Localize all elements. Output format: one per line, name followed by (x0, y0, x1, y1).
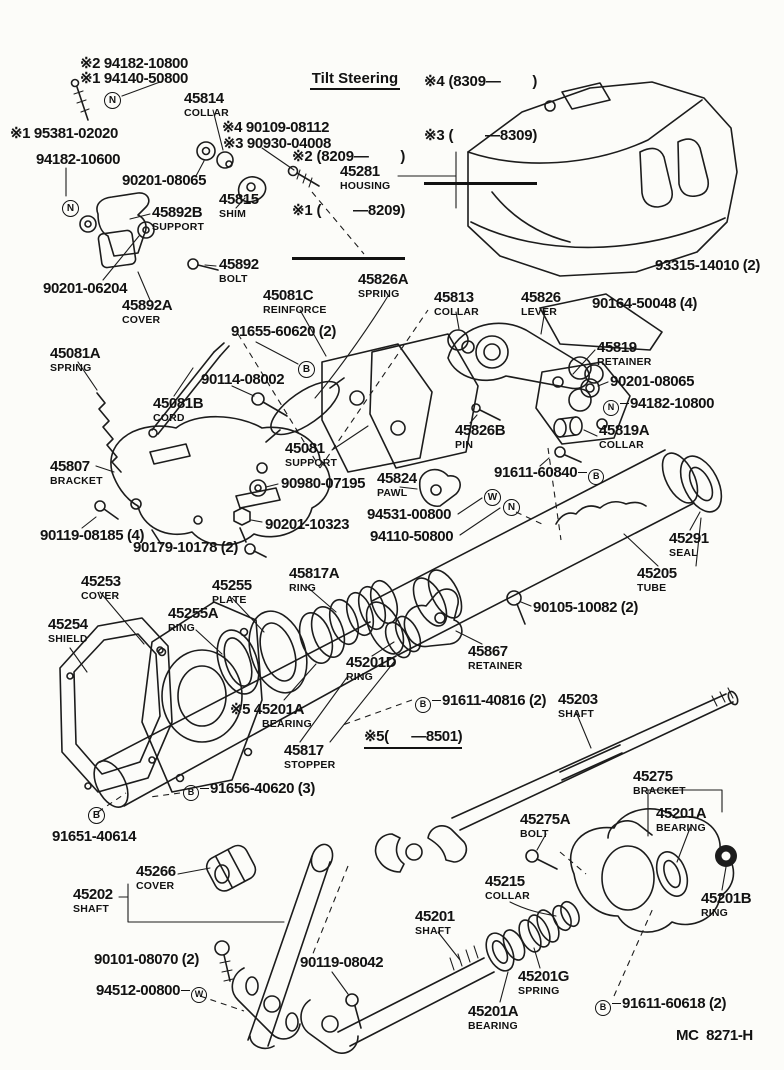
note-star5-range-text: ※5( —8501) (364, 728, 462, 749)
nut-symbol-left: N (62, 200, 79, 217)
part-45201G-number (518, 969, 569, 986)
part-45081B (153, 396, 203, 424)
part-45275 (633, 769, 686, 797)
part-90179-10178-number (133, 540, 238, 557)
part-45275A-description: BOLT (520, 827, 549, 840)
part-90201-08065-right-number (610, 374, 694, 391)
part-90179-10178-text: 90179-10178 (2) (133, 539, 238, 556)
part-45275-description: BRACKET (633, 784, 686, 797)
part-45813-text: 45813 (434, 289, 474, 306)
nut-symbol-top: N (104, 92, 121, 109)
part-45203-description: SHAFT (558, 707, 594, 720)
part-90105-10082 (533, 600, 638, 617)
part-94110-50800-number (370, 529, 453, 546)
part-45813-description: COLLAR (434, 305, 479, 318)
part-45892A-text: 45892A (122, 297, 173, 314)
part-45807-number (50, 459, 103, 476)
part-45203-number (558, 692, 598, 709)
part-90105-10082-text: 90105-10082 (2) (533, 599, 638, 616)
part-90930-04008-text: ※3 90930-04008 (223, 135, 331, 152)
part-90930-04008-number (223, 136, 331, 153)
part-94531-00800-text: 94531-00800 (367, 506, 452, 523)
leader-dash (181, 990, 190, 991)
part-90201-06204-number (43, 281, 127, 298)
part-45201A-upper (656, 806, 706, 834)
drawing-code-number (676, 1028, 753, 1045)
part-90114-08002 (201, 372, 284, 389)
part-45201D (346, 655, 396, 683)
part-45275A (520, 812, 570, 840)
part-45281-text: 45281 (340, 163, 380, 180)
part-45817A-text: 45817A (289, 565, 340, 582)
part-91611-60840 (494, 465, 604, 485)
part-94531-00800-number (367, 507, 451, 524)
part-45266-text: 45266 (136, 863, 176, 880)
part-90164-50048 (592, 296, 697, 313)
part-45201A-lower-text: 45201A (468, 1003, 519, 1020)
part-45826B-number (455, 423, 505, 440)
part-45266 (136, 864, 176, 892)
part-45826-text: 45826 (521, 289, 561, 306)
part-45892B-description: SUPPORT (152, 220, 205, 233)
part-45201A-star5-number (230, 702, 312, 719)
part-45201A-lower (468, 1004, 518, 1032)
part-45826A (358, 272, 408, 300)
part-45892B-text: 45892B (152, 204, 203, 221)
part-90201-10323 (265, 517, 349, 534)
part-45081C (263, 288, 327, 316)
washer-symbol-94531: W (484, 489, 501, 506)
part-45215-number (485, 874, 530, 891)
part-90980-07195-number (281, 476, 365, 493)
part-90164-50048-text: 90164-50048 (4) (592, 295, 697, 312)
part-94512-00800-text: 94512-00800 (96, 982, 181, 999)
part-45892A-description: COVER (122, 313, 161, 326)
part-91611-40816 (415, 693, 546, 713)
part-45819-number (597, 340, 652, 357)
part-45817-number (284, 743, 335, 760)
part-45254 (48, 617, 88, 645)
part-45826B-text: 45826B (455, 422, 506, 439)
part-91611-60618-text: 91611-60618 (2) (622, 995, 727, 1012)
production-range-note (424, 36, 537, 185)
part-94182-10600 (36, 152, 120, 169)
part-45201-number (415, 909, 455, 926)
part-45081B-number (153, 396, 203, 413)
part-90119-08185-number (40, 528, 144, 545)
part-45201A-lower-description: BEARING (468, 1019, 518, 1032)
part-91651-40614-number (52, 829, 136, 846)
part-45813-number (434, 290, 479, 307)
part-90109-08112-text: ※4 90109-08112 (222, 119, 330, 136)
part-45892 (219, 257, 259, 285)
part-45266-number (136, 864, 176, 881)
part-45215-text: 45215 (485, 873, 525, 890)
part-93315-14010-text: 93315-14010 (2) (655, 257, 760, 274)
part-94140-50800 (80, 71, 188, 88)
part-45892B (152, 205, 204, 233)
part-45814 (184, 91, 229, 119)
part-45254-description: SHIELD (48, 632, 88, 645)
note-star5-range (364, 729, 462, 746)
part-90201-08065-top (122, 173, 206, 190)
part-90119-08185 (40, 528, 144, 545)
part-91611-40816-text: 91611-40816 (2) (442, 692, 547, 709)
part-90201-10323-text: 90201-10323 (265, 516, 350, 533)
part-90101-08070 (94, 952, 199, 969)
part-45201G-text: 45201G (518, 968, 569, 985)
part-90101-08070-number (94, 952, 199, 969)
part-45291-description: SEAL (669, 546, 698, 559)
tilt-range-line-2: ※1 ( —8209) (292, 202, 406, 219)
part-90201-06204 (43, 281, 127, 298)
part-45817-text: 45817 (284, 742, 324, 759)
part-45819 (597, 340, 652, 368)
part-90201-10323-number (265, 517, 349, 534)
part-45202 (73, 887, 113, 915)
part-45814-number (184, 91, 229, 108)
part-45202-number (73, 887, 113, 904)
part-91656-40620-text: 91656-40620 (3) (210, 780, 315, 797)
part-90164-50048-number (592, 296, 697, 313)
part-45815-description: SHIM (219, 207, 247, 220)
part-45807-description: BRACKET (50, 474, 103, 487)
part-91655-60620-text: 91655-60620 (2) (231, 323, 336, 340)
part-45824-description: PAWL (377, 486, 408, 499)
part-90114-08002-number (201, 372, 284, 389)
nut-symbol-94110: N (503, 499, 520, 516)
part-45281-description: HOUSING (340, 179, 391, 192)
part-45205-text: 45205 (637, 565, 677, 582)
part-45275-text: 45275 (633, 768, 673, 785)
part-45081A (50, 346, 100, 374)
part-45817A-number (289, 566, 339, 583)
part-45824 (377, 471, 417, 499)
part-45826A-text: 45826A (358, 271, 409, 288)
part-90201-08065-right-text: 90201-08065 (610, 373, 695, 390)
part-94512-00800 (96, 983, 207, 1003)
part-94182-10600-text: 94182-10600 (36, 151, 121, 168)
part-45253 (81, 574, 121, 602)
part-45819A-number (599, 423, 649, 440)
part-45201A-star5-description: BEARING (262, 717, 312, 730)
part-90179-10178 (133, 540, 238, 557)
part-45081B-description: CORD (153, 411, 185, 424)
part-90930-04008 (223, 136, 331, 153)
range-line-2: ※3 ( —8309) (424, 127, 538, 144)
part-45201-description: SHAFT (415, 924, 451, 937)
part-45201A-upper-number (656, 806, 706, 823)
part-94182-10800-top-text: ※2 94182-10800 (80, 55, 188, 72)
b-circle-symbol: B (415, 697, 431, 713)
part-45081 (285, 441, 337, 469)
part-90201-06204-text: 90201-06204 (43, 280, 128, 297)
part-45201 (415, 909, 455, 937)
part-90101-08070-text: 90101-08070 (2) (94, 951, 199, 968)
leader-dash (578, 472, 587, 473)
part-45867-text: 45867 (468, 643, 508, 660)
part-45255-number (212, 578, 252, 595)
part-45254-text: 45254 (48, 616, 88, 633)
part-90201-08065-right (610, 374, 694, 391)
part-91651-40614-text: 91651-40614 (52, 828, 137, 845)
part-90119-08042-text: 90119-08042 (300, 954, 384, 971)
part-45205-number (637, 566, 677, 583)
part-45826-description: LEVER (521, 305, 558, 318)
part-90201-08065-top-number (122, 173, 206, 190)
part-45201D-text: 45201D (346, 654, 397, 671)
part-45203-text: 45203 (558, 691, 598, 708)
part-45807-text: 45807 (50, 458, 90, 475)
leader-dash (612, 1003, 621, 1004)
part-45253-text: 45253 (81, 573, 121, 590)
part-45081A-text: 45081A (50, 345, 101, 362)
part-45867-description: RETAINER (468, 659, 523, 672)
part-45205 (637, 566, 677, 594)
part-45201B-description: RING (701, 906, 729, 919)
part-45253-number (81, 574, 121, 591)
part-90980-07195 (281, 476, 365, 493)
note-star5-range-number (364, 729, 462, 746)
bolt-symbol-91651: B (88, 807, 105, 824)
part-45819A (599, 423, 649, 451)
part-45817A (289, 566, 339, 594)
part-45826-number (521, 290, 561, 307)
part-94182-10800-right-text: 94182-10800 (630, 395, 715, 412)
part-94182-10600-number (36, 152, 120, 169)
part-91611-60618 (595, 996, 726, 1016)
b-circle-symbol: B (588, 469, 604, 485)
part-45081B-text: 45081B (153, 395, 204, 412)
n-circle-symbol: N (603, 400, 619, 416)
part-45275A-number (520, 812, 570, 829)
part-45201A-lower-number (468, 1004, 518, 1021)
part-45081-number (285, 441, 337, 458)
part-90201-08065-top-text: 90201-08065 (122, 172, 207, 189)
part-45201A-upper-text: 45201A (656, 805, 707, 822)
part-45826A-description: SPRING (358, 287, 400, 300)
leader-dash (620, 403, 629, 404)
part-45815-number (219, 192, 259, 209)
part-45291 (669, 531, 709, 559)
part-45819-description: RETAINER (597, 355, 652, 368)
part-94182-10800-right-number (603, 396, 714, 416)
part-45253-description: COVER (81, 589, 120, 602)
part-45205-description: TUBE (637, 581, 667, 594)
part-45824-text: 45824 (377, 470, 417, 487)
part-45255-description: PLATE (212, 593, 247, 606)
part-45892B-number (152, 205, 204, 222)
part-45892A-number (122, 298, 172, 315)
part-94110-50800 (370, 529, 453, 546)
part-91611-40816-number (415, 693, 546, 713)
part-45815-text: 45815 (219, 191, 259, 208)
part-93315-14010 (655, 258, 760, 275)
part-45255 (212, 578, 252, 606)
b-circle-symbol: B (183, 785, 199, 801)
part-45817 (284, 743, 335, 771)
part-45081C-number (263, 288, 327, 305)
bolt-symbol-91655: B (298, 361, 315, 378)
part-45275-number (633, 769, 686, 786)
part-45081C-description: REINFORCE (263, 303, 327, 316)
leader-dash (200, 788, 209, 789)
part-45819A-text: 45819A (599, 422, 650, 439)
part-91656-40620 (183, 781, 315, 801)
part-45081A-number (50, 346, 100, 363)
part-45817-description: STOPPER (284, 758, 336, 771)
part-45817A-description: RING (289, 581, 317, 594)
part-45826B (455, 423, 505, 451)
part-45807 (50, 459, 103, 487)
part-45826B-description: PIN (455, 438, 474, 451)
part-45826 (521, 290, 561, 318)
part-45291-text: 45291 (669, 530, 709, 547)
w-circle-symbol: W (191, 987, 207, 1003)
part-45081A-description: SPRING (50, 361, 92, 374)
part-45201B (701, 891, 751, 919)
part-91655-60620 (231, 324, 336, 341)
part-45255-text: 45255 (212, 577, 252, 594)
part-94182-10800-right (603, 396, 714, 416)
part-45201D-number (346, 655, 396, 672)
part-94140-50800-number (80, 71, 188, 88)
part-45255A-text: 45255A (168, 605, 219, 622)
part-45819-text: 45819 (597, 339, 637, 356)
part-45892-description: BOLT (219, 272, 248, 285)
part-45892A (122, 298, 172, 326)
part-45867 (468, 644, 523, 672)
part-90119-08042-number (300, 955, 383, 972)
part-94110-50800-text: 94110-50800 (370, 528, 454, 545)
part-45201G (518, 969, 569, 997)
part-45255A-number (168, 606, 218, 623)
part-91611-60618-number (595, 996, 726, 1016)
part-95381-02020 (10, 126, 118, 143)
part-45201B-number (701, 891, 751, 908)
part-45867-number (468, 644, 523, 661)
part-45824-number (377, 471, 417, 488)
part-91655-60620-number (231, 324, 336, 341)
part-45201A-star5 (230, 702, 312, 730)
part-45814-description: COLLAR (184, 106, 229, 119)
part-45201-text: 45201 (415, 908, 455, 925)
part-90119-08042 (300, 955, 383, 972)
b-circle-symbol: B (595, 1000, 611, 1016)
part-45254-number (48, 617, 88, 634)
part-45281 (340, 164, 390, 192)
part-90105-10082-number (533, 600, 638, 617)
part-45201A-upper-description: BEARING (656, 821, 706, 834)
part-45215-description: COLLAR (485, 889, 530, 902)
part-45826A-number (358, 272, 408, 289)
part-94140-50800-text: ※1 94140-50800 (80, 70, 188, 87)
part-45275A-text: 45275A (520, 811, 571, 828)
part-45202-text: 45202 (73, 886, 113, 903)
part-45892-text: 45892 (219, 256, 259, 273)
part-45814-text: 45814 (184, 90, 224, 107)
part-45081C-text: 45081C (263, 287, 314, 304)
part-45203 (558, 692, 598, 720)
range-line-1: ※4 (8309— ) (424, 73, 538, 90)
part-45815 (219, 192, 259, 220)
part-90114-08002-text: 90114-08002 (201, 371, 285, 388)
part-91611-60840-number (494, 465, 604, 485)
part-45255A (168, 606, 218, 634)
part-94512-00800-number (96, 983, 207, 1003)
part-45201G-description: SPRING (518, 984, 560, 997)
part-45819A-description: COLLAR (599, 438, 644, 451)
part-94531-00800 (367, 507, 451, 524)
part-91651-40614 (52, 829, 136, 846)
part-45201B-text: 45201B (701, 890, 752, 907)
part-91611-60840-text: 91611-60840 (494, 464, 578, 481)
part-45281-number (340, 164, 390, 181)
part-45201A-star5-text: ※5 45201A (230, 701, 305, 718)
part-95381-02020-text: ※1 95381-02020 (10, 125, 118, 142)
part-45813 (434, 290, 479, 318)
part-45202-description: SHAFT (73, 902, 109, 915)
part-90119-08185-text: 90119-08185 (4) (40, 527, 145, 544)
part-45266-description: COVER (136, 879, 175, 892)
part-45201D-description: RING (346, 670, 374, 683)
part-93315-14010-number (655, 258, 760, 275)
tilt-steering-title: Tilt Steering (310, 70, 400, 90)
part-91656-40620-number (183, 781, 315, 801)
part-45081-text: 45081 (285, 440, 325, 457)
part-45215 (485, 874, 530, 902)
part-45892-number (219, 257, 259, 274)
part-45291-number (669, 531, 709, 548)
part-90980-07195-text: 90980-07195 (281, 475, 366, 492)
tilt-range-line-1: ※2 (8209— ) (292, 148, 406, 165)
part-95381-02020-number (10, 126, 118, 143)
leader-dash (432, 700, 441, 701)
drawing-code (676, 1028, 753, 1045)
drawing-code-text: MC 8271-H (676, 1027, 753, 1044)
part-45255A-description: RING (168, 621, 196, 634)
part-45081-description: SUPPORT (285, 456, 338, 469)
